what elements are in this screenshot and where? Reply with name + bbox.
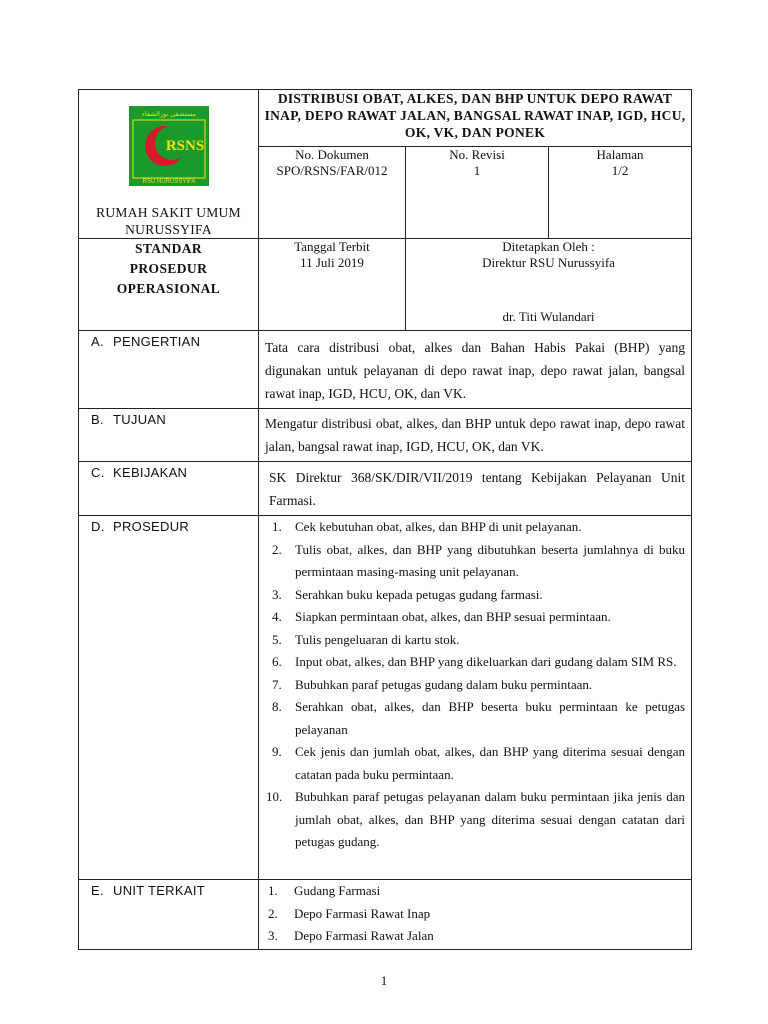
section-kebijakan-label [79, 462, 259, 516]
logo-graphic [129, 106, 209, 186]
section-label-text: PENGERTIAN [113, 334, 201, 349]
approved-by: Direktur RSU Nurussyifa [482, 255, 615, 270]
procedure-step [265, 516, 685, 539]
step-number: 2. [272, 541, 282, 557]
section-unit-terkait-content [259, 880, 692, 950]
revision-label: No. Revisi [449, 146, 505, 162]
step-number: 3. [272, 586, 282, 602]
step-text: Tulis obat, alkes, dan BHP yang dibutuhkan beserta jumlahnya di buku permintaan masing-masing unit pelayanan. [295, 541, 686, 579]
step-number: 7. [272, 676, 282, 692]
procedure-list [259, 516, 691, 857]
hospital-name-line2: NURUSSYIFA [125, 222, 212, 237]
step-text: Cek kebutuhan obat, alkes, dan BHP di unit pelayanan. [295, 519, 582, 534]
document-title: DISTRIBUSI OBAT, ALKES, DAN BHP UNTUK DEPO RAWAT INAP, DEPO RAWAT JALAN, BANGSAL RAWAT INAP, IGD, HCU, OK, VK, DAN PONEK [259, 90, 692, 147]
doc-number-value: SPO/RSNS/FAR/012 [276, 162, 388, 178]
spo-title-line1: STANDAR [134, 241, 203, 256]
procedure-step [265, 674, 685, 697]
section-letter: A. [91, 334, 104, 349]
unit-number: 3. [268, 928, 278, 943]
page-label: Halaman [596, 146, 644, 162]
procedure-step [265, 651, 685, 674]
step-text: Bubuhkan paraf petugas gudang dalam buku permintaan. [295, 676, 593, 692]
step-text: Bubuhkan paraf petugas pelayanan dalam buku permintaan jika jenis dan jumlah obat, alkes, dan BHP yang diterima sesuai dengan catatan dari petugas gudang. [295, 789, 686, 849]
approval-cell [406, 239, 692, 331]
section-label-text: UNIT TERKAIT [113, 883, 205, 898]
unit-item [265, 903, 685, 926]
step-number: 5. [272, 631, 282, 647]
unit-text: Depo Farmasi Rawat Inap [294, 905, 431, 921]
unit-item [265, 925, 685, 948]
issue-date-value: 11 Juli 2019 [300, 255, 364, 270]
approved-label: Ditetapkan Oleh : [502, 239, 595, 254]
page-value: 1/2 [611, 162, 629, 178]
logo-rsns-text: RSNS [165, 138, 204, 154]
section-label-text: KEBIJAKAN [113, 465, 188, 480]
unit-number: 1. [268, 883, 278, 898]
step-text: Cek jenis dan jumlah obat, alkes, dan BHP yang diterima sesuai dengan catatan pada buku permintaan. [295, 744, 686, 782]
section-unit-terkait-label [79, 880, 259, 950]
section-letter: D. [91, 519, 105, 534]
procedure-step [265, 696, 685, 741]
issue-date-cell [259, 239, 406, 331]
revision-cell [406, 146, 549, 238]
logo-arabic-text: مستشفى نورالشفاء [141, 110, 196, 118]
unit-item [265, 880, 685, 903]
page-cell [549, 146, 692, 238]
sop-table [78, 89, 692, 950]
issue-date-label: Tanggal Terbit [294, 239, 370, 254]
revision-value: 1 [473, 162, 481, 178]
step-number: 1. [272, 519, 282, 534]
procedure-step [265, 539, 685, 584]
step-text: Siapkan permintaan obat, alkes, dan BHP sesuai permintaan. [295, 609, 611, 624]
logo-subtitle-text: RSU NURUSSYIFA [142, 179, 195, 185]
procedure-step [265, 606, 685, 629]
section-letter: E. [91, 883, 104, 898]
section-pengertian-label [79, 331, 259, 409]
hospital-name [79, 204, 258, 238]
step-text: Input obat, alkes, dan BHP yang dikeluarkan dari gudang dalam SIM RS. [295, 654, 677, 669]
section-prosedur-content [259, 516, 692, 880]
hospital-identity-cell [79, 90, 259, 239]
section-prosedur-label [79, 516, 259, 880]
step-number: 8. [272, 699, 282, 714]
spo-title-line2: PROSEDUR [129, 261, 208, 276]
procedure-step [265, 629, 685, 652]
section-kebijakan-text: SK Direktur 368/SK/DIR/VII/2019 tentang Kebijakan Pelayanan Unit Farmasi. [259, 462, 692, 516]
section-letter: B. [91, 412, 104, 427]
section-label-text: TUJUAN [113, 412, 167, 427]
section-pengertian-text: Tata cara distribusi obat, alkes dan Bahan Habis Pakai (BHP) yang digunakan untuk pelayanan di depo rawat inap, depo rawat jalan, bangsal rawat inap, IGD, HCU, OK, dan VK. [259, 331, 692, 409]
unit-text: Gudang Farmasi [294, 883, 381, 898]
unit-number: 2. [268, 905, 278, 921]
unit-list [259, 880, 691, 948]
step-number: 6. [272, 654, 282, 669]
doc-number-label: No. Dokumen [295, 146, 369, 162]
section-label-text: PROSEDUR [113, 519, 190, 534]
doc-number-cell [259, 146, 406, 238]
procedure-step [265, 584, 685, 607]
signatory-name: dr. Titi Wulandari [502, 309, 595, 324]
step-text: Serahkan buku kepada petugas gudang farmasi. [295, 586, 543, 602]
spo-title [79, 239, 259, 331]
section-tujuan-label [79, 409, 259, 462]
procedure-step [265, 741, 685, 786]
page-number: 1 [380, 973, 388, 988]
step-text: Serahkan obat, alkes, dan BHP beserta buku permintaan ke petugas pelayanan [295, 699, 686, 737]
step-number: 4. [272, 609, 282, 624]
step-number: 9. [272, 744, 282, 759]
hospital-logo [129, 106, 209, 186]
procedure-step [265, 786, 685, 854]
step-number: 10. [266, 789, 283, 804]
hospital-name-line1: RUMAH SAKIT UMUM [96, 205, 241, 220]
spo-title-line3: OPERASIONAL [116, 281, 221, 296]
section-tujuan-text: Mengatur distribusi obat, alkes, dan BHP untuk depo rawat inap, depo rawat jalan, bangsal rawat inap, IGD, HCU, OK, dan VK. [259, 409, 692, 462]
unit-text: Depo Farmasi Rawat Jalan [294, 928, 434, 943]
section-letter: C. [91, 465, 105, 480]
step-text: Tulis pengeluaran di kartu stok. [295, 631, 460, 647]
